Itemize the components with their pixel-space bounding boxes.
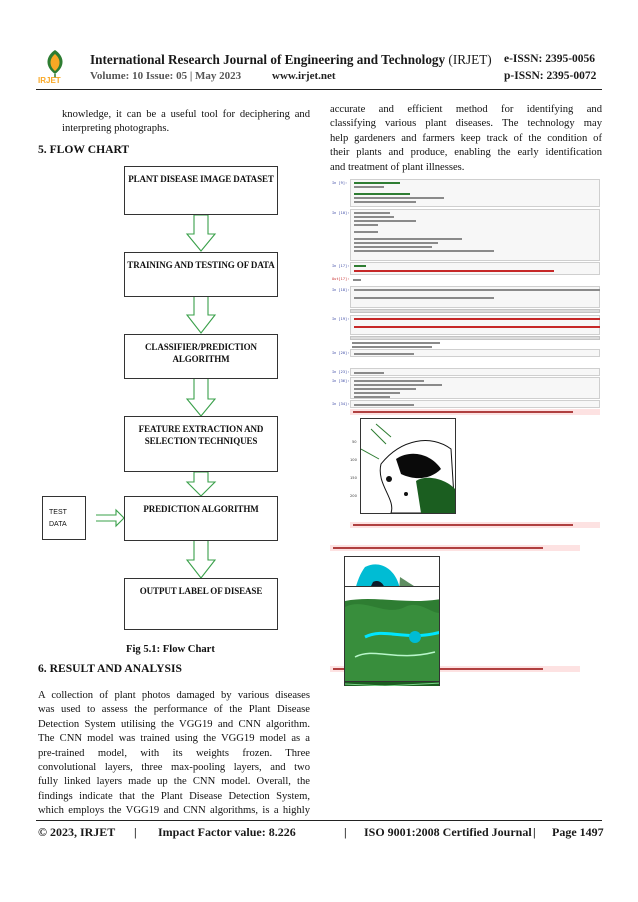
code-cell [350, 349, 600, 357]
footer-page-number: Page 1497 [552, 825, 604, 839]
flow-arrow [187, 378, 215, 416]
code-cell [350, 377, 600, 399]
eissn: e-ISSN: 2395-0056 [504, 53, 596, 65]
text-line: Detection System utilising the VGG19 and CNN algorithm. [38, 718, 310, 730]
flowchart-heading: 5. FLOW CHART [38, 143, 130, 156]
code-cell [350, 262, 600, 275]
footer-separator: | [533, 825, 536, 839]
journal-title [90, 52, 492, 68]
cell-prompt: In [23]: [332, 370, 350, 374]
footer-impact-factor: Impact Factor value: 8.226 [158, 825, 296, 839]
warning-output [350, 409, 600, 415]
cell-prompt: Out[17]: [332, 277, 350, 281]
cell-prompt: In [10]: [332, 211, 350, 215]
header-rule [36, 89, 602, 90]
text-line: which employs the VGG19 and CNN algorithms, is a highly [38, 805, 310, 817]
horizontal-scrollbar[interactable] [350, 309, 600, 313]
pissn: p-ISSN: 2395-0072 [504, 70, 597, 82]
text-line: pre-trained model, with its weights frozen. Three [38, 747, 310, 759]
irjet-logo [36, 46, 74, 86]
journal-name: International Research Journal of Engineering and Technology [90, 52, 446, 67]
y-tick: 150 [350, 476, 357, 480]
cell-prompt: In [36]: [332, 379, 350, 383]
code-cell [350, 368, 600, 376]
cell-prompt: In [17]: [332, 264, 350, 268]
flow-arrow [187, 540, 215, 578]
text-line: classifying various plant diseases. The technology may [330, 118, 602, 130]
warning-output [350, 522, 600, 528]
footer-rule [36, 820, 602, 821]
journal-abbr: (IRJET) [448, 52, 492, 67]
text-line: was used to assess the performance of the Plant Disease [38, 704, 310, 716]
logo-text: IRJET [38, 76, 61, 85]
text-line: help gardeners and farmers keep track of the condition of [330, 132, 602, 144]
text-line: The CNN model was trained using the VGG19 model as a [38, 733, 310, 745]
text-line: convolutional layers, three max-pooling layers, and two [38, 762, 310, 774]
y-tick: 50 [352, 440, 357, 444]
text-line: A collection of plant photos damaged by various diseases [38, 690, 310, 701]
flow-arrow [187, 215, 215, 251]
cell-prompt: In [19]: [332, 317, 350, 321]
y-tick: 200 [350, 494, 357, 498]
test-data-box: TEST DATA [42, 496, 86, 540]
left-intro-paragraph [62, 108, 310, 137]
flow-box-output: OUTPUT LABEL OF DISEASE [124, 578, 278, 630]
text-line: accurate and efficient method for identifying and [330, 104, 602, 115]
warning-output [330, 545, 580, 551]
volume-issue: Volume: 10 Issue: 05 | May 2023 [90, 70, 242, 82]
cell-prompt: In [18]: [332, 288, 350, 292]
footer-iso: ISO 9001:2008 Certified Journal [364, 825, 532, 839]
code-cell [350, 400, 600, 408]
footer-separator: | [134, 825, 137, 839]
horizontal-scrollbar[interactable] [350, 336, 600, 340]
test-data-arrow [96, 510, 124, 526]
flow-arrow [187, 472, 215, 496]
code-cell [350, 286, 600, 308]
code-cell [350, 315, 600, 335]
results-paragraph [38, 689, 310, 819]
code-cell [350, 179, 600, 207]
footer-separator: | [344, 825, 347, 839]
text-line: and treatment of plant illnesses. [330, 161, 465, 173]
cell-prompt: In [34]: [332, 402, 350, 406]
cell-prompt: In [20]: [332, 351, 350, 355]
text-line: findings indicate that the Plant Disease Detection System, [38, 790, 310, 802]
y-tick: 100 [350, 458, 357, 462]
results-heading: 6. RESULT AND ANALYSIS [38, 662, 182, 675]
flow-box-dataset: PLANT DISEASE IMAGE DATASET [124, 166, 278, 215]
text-line: knowledge, it can be a useful tool for deciphering and [62, 109, 310, 120]
footer-copyright: © 2023, IRJET [38, 825, 116, 839]
output-image-1 [360, 418, 456, 514]
figure-caption: Fig 5.1: Flow Chart [126, 644, 215, 655]
flow-arrow [187, 296, 215, 333]
text-line: interpreting photographs. [62, 123, 170, 135]
text-line: their plants and produce, enabling the early identification [330, 147, 602, 159]
website: www.irjet.net [272, 70, 336, 82]
right-intro-paragraph [330, 103, 602, 175]
flow-box-training: TRAINING AND TESTING OF DATA [124, 252, 278, 297]
text-line: fully linked layers made up the CNN model. Overall, the [38, 776, 310, 788]
flow-box-feature-extraction: FEATURE EXTRACTION AND SELECTION TECHNIQUES [124, 416, 278, 472]
flowchart-arrows [96, 160, 306, 630]
flow-box-classifier: CLASSIFIER/PREDICTION ALGORITHM [124, 334, 278, 379]
flow-box-prediction: PREDICTION ALGORITHM [124, 496, 278, 541]
cell-prompt: In [9]: [332, 181, 348, 185]
code-cell [350, 209, 600, 261]
output-image-3-body [344, 586, 440, 682]
